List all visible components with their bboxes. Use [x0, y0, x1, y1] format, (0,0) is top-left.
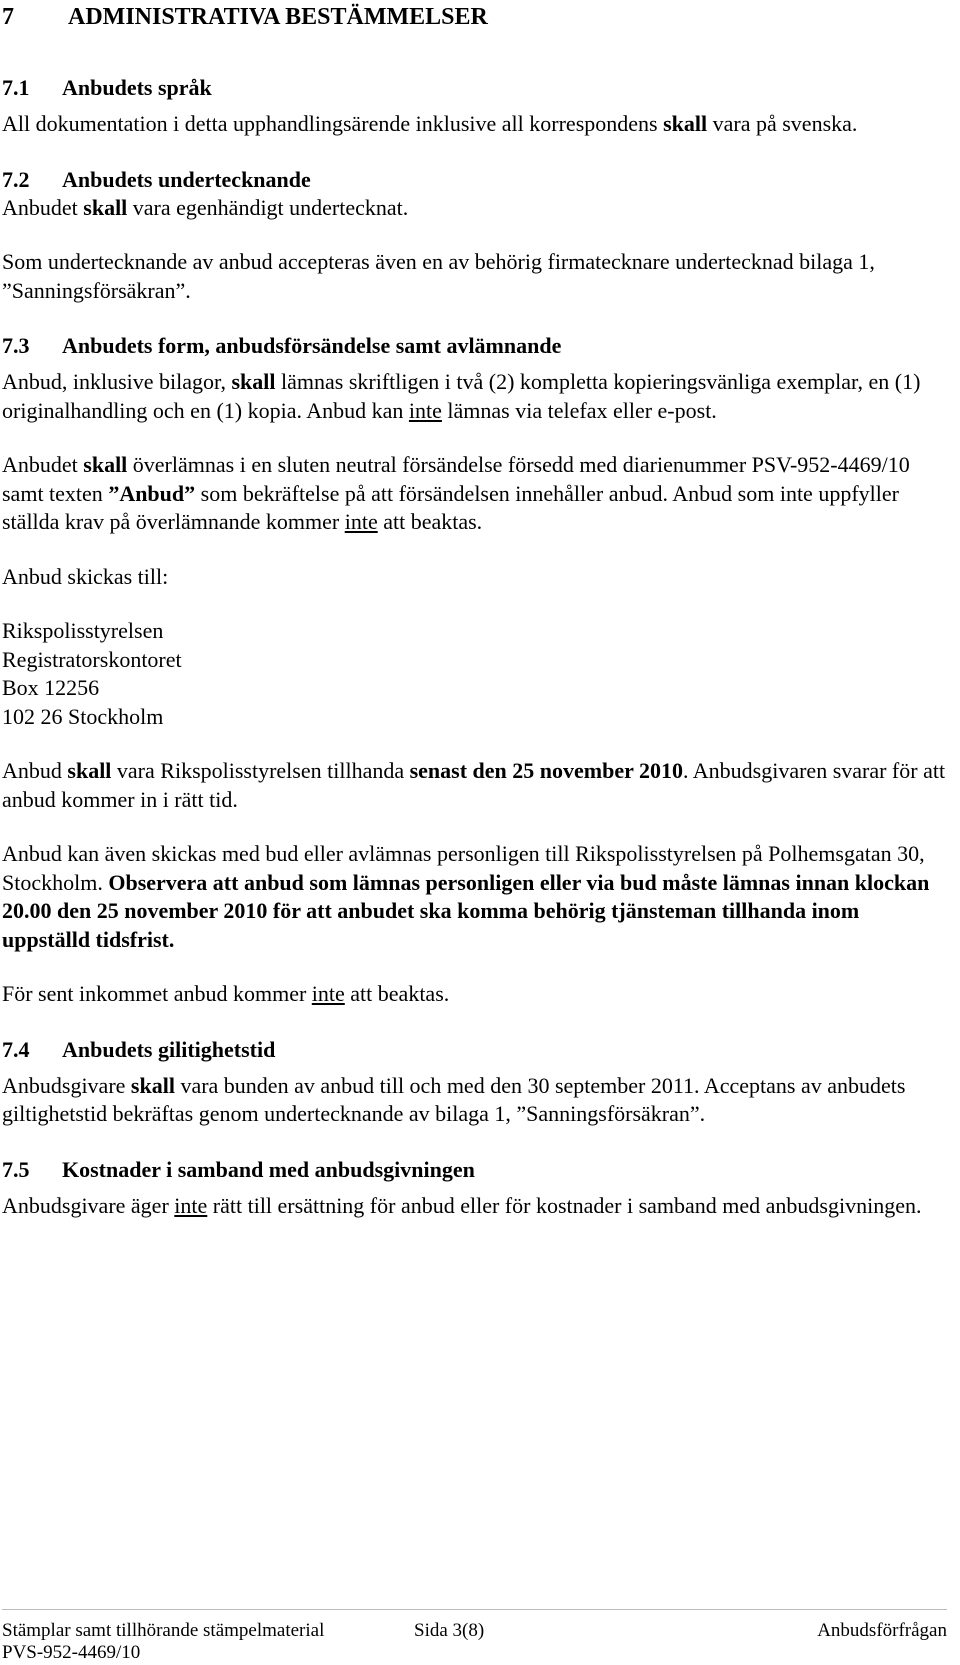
section-number: 7.5	[2, 1156, 30, 1182]
address-line: Rikspolisstyrelsen	[2, 618, 164, 643]
underlined-term: inte	[174, 1192, 208, 1218]
section-7-5-paragraph	[2, 1192, 947, 1221]
section-7-2-heading	[2, 166, 947, 194]
footer-row	[2, 1620, 947, 1642]
underlined-term: inte	[408, 397, 442, 423]
bold-term: skall	[663, 111, 708, 136]
underlined-term: inte	[344, 509, 378, 534]
section-number: 7.1	[2, 75, 30, 100]
address-line: Registratorskontoret	[2, 646, 182, 672]
bold-term: skall	[231, 369, 276, 394]
footer-right-text: Anbudsförfrågan	[817, 1620, 947, 1641]
bold-term: skall	[67, 758, 112, 783]
bold-term: skall	[83, 194, 128, 220]
section-7-3-heading	[2, 332, 947, 360]
text-run: vara egenhändigt undertecknat.	[127, 194, 409, 220]
text-run: Anbud kan även skickas med bud eller avlämnas personligen till Rikspolisstyrelsen på Polhemsgatan 30, Stockholm.	[2, 841, 925, 895]
section-7-1-paragraph	[2, 110, 947, 139]
chapter-heading	[2, 2, 947, 32]
text-run: Anbud	[2, 758, 68, 783]
section-title: Kostnader i samband med anbudsgivningen	[62, 1156, 475, 1182]
address-line: Box 12256	[2, 675, 100, 700]
section-number: 7.4	[2, 1036, 30, 1062]
chapter-number: 7	[2, 4, 14, 30]
footer-divider	[2, 1609, 947, 1610]
section-7-5-heading	[2, 1156, 947, 1184]
text-run: . Anbudsgivaren svarar för att anbud kommer in i rätt tid.	[2, 758, 946, 812]
text-run: Anbud, inklusive bilagor,	[2, 369, 232, 394]
text-run: För sent inkommet anbud kommer	[2, 981, 312, 1006]
footer-left-text: Stämplar samt tillhörande stämpelmaterial	[2, 1620, 325, 1641]
text-run: som bekräftelse på att försändelsen innehåller anbud. Anbud som inte uppfyller ställda krav på överlämnande kommer	[2, 480, 899, 534]
bold-term: skall	[130, 1072, 175, 1098]
bold-term: skall	[83, 452, 128, 477]
bold-notice: Observera att anbud som lämnas personligen eller via bud måste lämnas innan klockan 20.00 den 25 november 2010 för att anbudet ska komma behörig tjänsteman tillhanda inom uppställd tidsfrist.	[2, 869, 930, 952]
text-run: Anbudet	[2, 452, 84, 477]
section-title: Anbudets gilitighetstid	[62, 1036, 276, 1062]
bold-deadline: senast den 25 november 2010	[409, 758, 683, 783]
section-7-4-heading	[2, 1036, 947, 1064]
section-title: Anbudets form, anbudsförsändelse samt avlämnande	[62, 333, 562, 358]
footer-row	[2, 1642, 947, 1664]
text-run: att beaktas.	[377, 509, 483, 534]
text-run: att beaktas.	[344, 981, 450, 1006]
section-number: 7.2	[2, 166, 30, 192]
section-7-3-paragraph-3: Anbud skickas till:	[2, 563, 169, 589]
section-7-1-heading	[2, 74, 947, 102]
section-number: 7.3	[2, 333, 30, 358]
text-run: vara på svenska.	[707, 111, 858, 136]
chapter-title: ADMINISTRATIVA BESTÄMMELSER	[68, 4, 488, 30]
postal-address	[2, 617, 947, 731]
section-7-3-paragraph-2	[2, 451, 947, 537]
footer-reference: PVS-952-4469/10	[2, 1642, 141, 1663]
underlined-term: inte	[311, 981, 345, 1006]
address-line: 102 26 Stockholm	[2, 703, 164, 729]
text-run: lämnas skriftligen i två (2) kompletta kopieringsvänliga exemplar, en (1) originalhandling och en (1) kopia. Anbud kan	[2, 369, 921, 423]
text-run: Anbudet	[2, 194, 84, 220]
section-7-3-paragraph-6	[2, 980, 947, 1009]
section-7-3-paragraph-4	[2, 757, 947, 814]
text-run: Anbudsgivare	[2, 1072, 131, 1098]
section-7-4-paragraph	[2, 1072, 947, 1129]
text-run: lämnas via telefax eller e-post.	[441, 397, 717, 423]
page-number: Sida 3(8)	[414, 1620, 485, 1641]
section-7-2-paragraph-1	[2, 194, 947, 223]
document-body	[2, 0, 947, 1220]
page-footer	[2, 1620, 947, 1664]
section-title: Anbudets undertecknande	[62, 166, 311, 192]
section-title: Anbudets språk	[62, 75, 212, 100]
text-run: All dokumentation i detta upphandlingsärende inklusive all korrespondens	[2, 111, 664, 136]
section-7-3-paragraph-1	[2, 368, 947, 425]
text-run: överlämnas i en sluten neutral försändelse försedd med diarienummer PSV-952-4469/10 samt texten	[2, 452, 910, 506]
text-run: vara bunden av anbud till och med den 30 september 2011. Acceptans av anbudets giltighetstid bekräftas genom undertecknande av bilaga 1, ”Sanningsförsäkran”.	[2, 1072, 906, 1126]
bold-term: ”Anbud”	[108, 480, 196, 506]
section-7-3-paragraph-5	[2, 840, 947, 954]
text-run: vara Rikspolisstyrelsen tillhanda	[111, 758, 410, 783]
text-run: Anbudsgivare äger	[2, 1192, 175, 1218]
section-7-2-paragraph-2: Som undertecknande av anbud accepteras även en av behörig firmatecknare undertecknad bilaga 1, ”Sanningsförsäkran”.	[2, 249, 875, 303]
text-run: rätt till ersättning för anbud eller för kostnader i samband med anbudsgivningen.	[207, 1192, 922, 1218]
